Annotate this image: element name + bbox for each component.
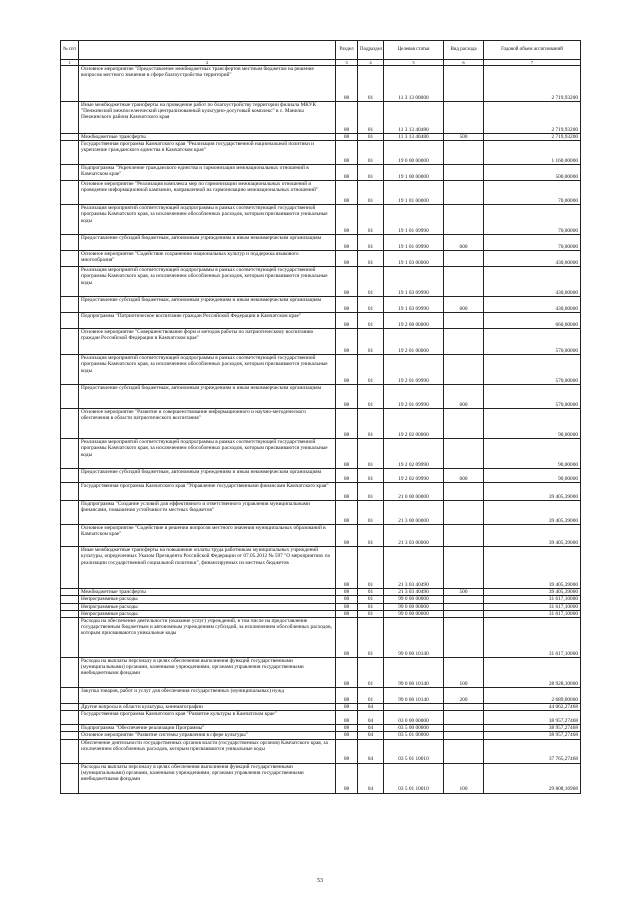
- row-amount: 37 765,27468: [484, 739, 581, 763]
- row-section: 08: [336, 313, 358, 329]
- table-header-row: [61, 41, 581, 60]
- row-target-article: 11 3 13 40480: [384, 134, 444, 141]
- row-expense-type: [444, 267, 484, 297]
- row-number: [61, 235, 79, 251]
- row-name: Подпрограмма "Патриотическое воспитание граждан Российской Федерации в Камчатском крае": [79, 313, 336, 329]
- column-number: 1: [61, 60, 79, 66]
- row-expense-type: [444, 439, 484, 469]
- row-expense-type: 600: [444, 297, 484, 313]
- table-row: [61, 235, 581, 251]
- row-number: [61, 134, 79, 141]
- row-section: 08: [336, 589, 358, 596]
- row-section: 08: [336, 763, 358, 793]
- row-amount: 31 617,10000: [484, 596, 581, 603]
- row-expense-type: 600: [444, 385, 484, 409]
- row-section: 08: [336, 739, 358, 763]
- row-name: Реализация мероприятий соответствующей подпрограммы в рамках соответствующей государственной программы Камчатского края, за исключением обособленных расходов, которым присваиваются уникальные коды: [79, 355, 336, 385]
- row-subsection: 01: [358, 658, 384, 688]
- row-expense-type: [444, 251, 484, 267]
- row-target-article: 03 0 00 00000: [384, 711, 444, 725]
- row-name: Реализация мероприятий соответствующей подпрограммы в рамках соответствующей государственной программы Камчатского края, за исключением обособленных расходов, которым присваиваются уникальные коды: [79, 439, 336, 469]
- row-expense-type: [444, 603, 484, 610]
- table-row: [61, 313, 581, 329]
- row-target-article: 19 2 01 09990: [384, 355, 444, 385]
- row-target-article: 11 3 13 00000: [384, 66, 444, 102]
- row-subsection: 01: [358, 603, 384, 610]
- row-expense-type: [444, 547, 484, 589]
- row-name: Основное мероприятие "Предоставление межбюджетных трансфертов местным бюджетам на решение вопросов местного значения в сфере благоустройства территорий": [79, 66, 336, 102]
- row-section: 08: [336, 251, 358, 267]
- row-number: [61, 483, 79, 501]
- row-amount: 430,00000: [484, 267, 581, 297]
- row-section: 08: [336, 102, 358, 134]
- row-number: [61, 603, 79, 610]
- row-expense-type: 200: [444, 688, 484, 704]
- document-page: [60, 40, 580, 794]
- page-number: 53: [317, 878, 323, 884]
- row-amount: 70,00000: [484, 181, 581, 205]
- row-number: [61, 688, 79, 704]
- row-number: [61, 732, 79, 739]
- row-number: [61, 610, 79, 617]
- row-expense-type: [444, 704, 484, 711]
- row-amount: 570,00000: [484, 385, 581, 409]
- row-number: [61, 297, 79, 313]
- row-subsection: 01: [358, 385, 384, 409]
- row-name: Иные межбюджетные трансферты на повышение оплаты труда работникам муниципальных учреждений культуры, определенных Указом Президента Российской Федерации от 07.05.2012 № 597 "О мероприятиях по реализации государственной социальной политики", финансируемых из местных бюджетов: [79, 547, 336, 589]
- table-row: [61, 329, 581, 355]
- row-amount: 44 062,27468: [484, 704, 581, 711]
- row-subsection: 04: [358, 704, 384, 711]
- row-subsection: 01: [358, 235, 384, 251]
- row-section: 08: [336, 267, 358, 297]
- row-number: [61, 329, 79, 355]
- row-number: [61, 251, 79, 267]
- row-subsection: 04: [358, 763, 384, 793]
- row-subsection: 01: [358, 610, 384, 617]
- row-section: 08: [336, 658, 358, 688]
- row-name: Расходы на обеспечение деятельности (оказание услуг) учреждений, в том числе на предоставление государственным бюджетным и автономным учреждениям субсидий, за исключением обособленных расходов, которым присваиваются уникальные коды: [79, 618, 336, 658]
- row-name: Непрограммные расходы: [79, 596, 336, 603]
- row-subsection: 01: [358, 205, 384, 235]
- row-expense-type: [444, 610, 484, 617]
- column-number: 7: [484, 60, 581, 66]
- row-target-article: 19 2 02 09990: [384, 469, 444, 483]
- row-section: 08: [336, 725, 358, 732]
- row-expense-type: [444, 725, 484, 732]
- row-section: 08: [336, 355, 358, 385]
- table-row: [61, 297, 581, 313]
- row-subsection: 01: [358, 501, 384, 525]
- row-expense-type: 500: [444, 134, 484, 141]
- row-number: [61, 725, 79, 732]
- row-name: Межбюджетные трансферты: [79, 134, 336, 141]
- row-target-article: 21 3 03 40490: [384, 547, 444, 589]
- row-number: [61, 165, 79, 181]
- row-number: [61, 547, 79, 589]
- row-number: [61, 439, 79, 469]
- row-expense-type: [444, 732, 484, 739]
- row-number: [61, 313, 79, 329]
- row-subsection: 01: [358, 102, 384, 134]
- row-amount: 39 405,39000: [484, 483, 581, 501]
- row-subsection: 04: [358, 739, 384, 763]
- row-number: [61, 501, 79, 525]
- row-name: Иные межбюджетные трансферты на проведение работ по благоустройству территории филиала МКУК "Пенжинский межпоселенческий централизованный культурно-досуговый комплекс" в с. Манилы Пенжинского района Камчатского края: [79, 102, 336, 134]
- row-name: Государственная программа Камчатского края "Управление государственными финансами Камчатского края": [79, 483, 336, 501]
- row-target-article: 19 1 03 09990: [384, 267, 444, 297]
- table-row: [61, 409, 581, 439]
- table-row: [61, 596, 581, 603]
- row-target-article: 21 0 00 00000: [384, 483, 444, 501]
- row-amount: 90,00000: [484, 409, 581, 439]
- row-subsection: 01: [358, 313, 384, 329]
- row-section: 08: [336, 603, 358, 610]
- row-number: [61, 267, 79, 297]
- row-number: [61, 469, 79, 483]
- table-row: [61, 589, 581, 596]
- table-body: [61, 66, 581, 794]
- header-expense-type: Вид расхода: [444, 41, 484, 60]
- table-row: [61, 501, 581, 525]
- row-expense-type: [444, 66, 484, 102]
- row-name: Основное мероприятие "Совершенствование форм и методов работы по патриотическому воспитанию граждан Российской Федерации в Камчатском крае": [79, 329, 336, 355]
- row-name: Обеспечение деятельности государственных органов власти (государственных органов) Камчатского края, за исключением обособленных расходов, которым присваиваются уникальные коды: [79, 739, 336, 763]
- row-expense-type: 100: [444, 763, 484, 793]
- row-number: [61, 596, 79, 603]
- table-row: [61, 688, 581, 704]
- row-amount: 2 719,93200: [484, 102, 581, 134]
- row-number: [61, 102, 79, 134]
- row-expense-type: [444, 409, 484, 439]
- row-section: 08: [336, 610, 358, 617]
- row-name: Предоставление субсидий бюджетным, автономным учреждениям и иным некоммерческим организациям: [79, 297, 336, 313]
- row-section: 08: [336, 525, 358, 547]
- row-name: Подпрограмма "Обеспечение реализации Программы": [79, 725, 336, 732]
- row-target-article: 19 2 00 00000: [384, 313, 444, 329]
- table-row: [61, 739, 581, 763]
- row-amount: 31 617,10000: [484, 610, 581, 617]
- row-expense-type: [444, 483, 484, 501]
- table-row: [61, 267, 581, 297]
- row-subsection: 01: [358, 525, 384, 547]
- table-row: [61, 763, 581, 793]
- row-target-article: 21 3 03 00000: [384, 525, 444, 547]
- row-amount: 39 405,39000: [484, 589, 581, 596]
- row-target-article: 19 2 01 00000: [384, 329, 444, 355]
- row-section: 08: [336, 141, 358, 165]
- row-subsection: 01: [358, 267, 384, 297]
- row-expense-type: [444, 141, 484, 165]
- row-name: Межбюджетные трансферты: [79, 589, 336, 596]
- row-target-article: 19 1 01 00000: [384, 181, 444, 205]
- row-subsection: 01: [358, 618, 384, 658]
- table-row: [61, 525, 581, 547]
- row-section: 08: [336, 732, 358, 739]
- row-target-article: 19 2 02 09990: [384, 439, 444, 469]
- row-amount: 39 405,39000: [484, 547, 581, 589]
- row-section: 08: [336, 688, 358, 704]
- row-number: [61, 181, 79, 205]
- row-target-article: [384, 704, 444, 711]
- row-number: [61, 66, 79, 102]
- row-amount: 39 405,39000: [484, 501, 581, 525]
- header-section: Раздел: [336, 41, 358, 60]
- row-expense-type: [444, 313, 484, 329]
- row-amount: 570,00000: [484, 329, 581, 355]
- table-row: [61, 618, 581, 658]
- row-subsection: 04: [358, 711, 384, 725]
- row-name: Реализация мероприятий соответствующей подпрограммы в рамках соответствующей государственной программы Камчатского края, за исключением обособленных расходов, которым присваиваются уникальные коды: [79, 267, 336, 297]
- row-target-article: 19 1 01 09990: [384, 235, 444, 251]
- row-section: 08: [336, 66, 358, 102]
- row-target-article: 99 0 00 00000: [384, 603, 444, 610]
- row-name: Расходы на выплаты персоналу в целях обеспечения выполнения функций государственными (муниципальными) органами, казенными учреждениями, органами управления государственными внебюджетными фондами: [79, 763, 336, 793]
- row-target-article: 21 3 00 00000: [384, 501, 444, 525]
- row-section: 08: [336, 165, 358, 181]
- row-expense-type: [444, 181, 484, 205]
- row-target-article: 03 5 01 00000: [384, 732, 444, 739]
- row-target-article: 99 0 00 00000: [384, 610, 444, 617]
- row-target-article: 19 1 03 09990: [384, 297, 444, 313]
- table-row: [61, 469, 581, 483]
- row-expense-type: [444, 102, 484, 134]
- row-amount: 500,00000: [484, 165, 581, 181]
- row-amount: 39 405,39000: [484, 525, 581, 547]
- row-expense-type: [444, 329, 484, 355]
- row-name: Основное мероприятие "Развитие системы управления в сфере культуры": [79, 732, 336, 739]
- row-subsection: 01: [358, 134, 384, 141]
- row-subsection: 01: [358, 469, 384, 483]
- table-row: [61, 251, 581, 267]
- row-number: [61, 711, 79, 725]
- row-target-article: 11 3 13 40480: [384, 102, 444, 134]
- row-section: 08: [336, 711, 358, 725]
- row-subsection: 01: [358, 547, 384, 589]
- table-row: [61, 610, 581, 617]
- table-row: [61, 725, 581, 732]
- row-name: Подпрограмма "Укрепление гражданского единства и гармонизация межнациональных отношений в Камчатском крае": [79, 165, 336, 181]
- row-amount: 38 957,27468: [484, 732, 581, 739]
- row-amount: 2 719,93200: [484, 134, 581, 141]
- row-name: Реализация мероприятий соответствующей подпрограммы в рамках соответствующей государственной программы Камчатского края, за исключением обособленных расходов, которым присваиваются уникальные коды: [79, 205, 336, 235]
- column-number: 5: [384, 60, 444, 66]
- budget-table: [60, 40, 581, 794]
- row-amount: 2 719,93200: [484, 66, 581, 102]
- row-expense-type: [444, 739, 484, 763]
- row-amount: 70,00000: [484, 235, 581, 251]
- row-amount: 430,00000: [484, 297, 581, 313]
- row-subsection: 01: [358, 141, 384, 165]
- row-subsection: 01: [358, 165, 384, 181]
- row-number: [61, 589, 79, 596]
- row-name: Подпрограмма "Создание условий для эффективного и ответственного управления муниципальными финансами, повышения устойчивости местных бюджетов": [79, 501, 336, 525]
- row-name: Другие вопросы в области культуры, кинематографии: [79, 704, 336, 711]
- row-target-article: 21 3 03 40490: [384, 589, 444, 596]
- row-subsection: 01: [358, 688, 384, 704]
- row-amount: 31 617,10000: [484, 618, 581, 658]
- header-number: № п/п: [61, 41, 79, 60]
- row-subsection: 01: [358, 439, 384, 469]
- row-amount: 430,00000: [484, 251, 581, 267]
- table-row: [61, 385, 581, 409]
- table-row: [61, 66, 581, 102]
- row-section: 08: [336, 469, 358, 483]
- row-subsection: 01: [358, 251, 384, 267]
- row-expense-type: 600: [444, 469, 484, 483]
- row-amount: 38 957,27468: [484, 711, 581, 725]
- row-name: Непрограммные расходы: [79, 610, 336, 617]
- row-section: 08: [336, 297, 358, 313]
- row-section: 08: [336, 181, 358, 205]
- row-section: 08: [336, 205, 358, 235]
- row-number: [61, 618, 79, 658]
- row-subsection: 01: [358, 589, 384, 596]
- row-amount: 2 689,00000: [484, 688, 581, 704]
- row-section: 08: [336, 483, 358, 501]
- row-target-article: 19 1 01 09990: [384, 205, 444, 235]
- row-section: 08: [336, 501, 358, 525]
- table-row: [61, 603, 581, 610]
- row-expense-type: 100: [444, 658, 484, 688]
- row-subsection: 04: [358, 725, 384, 732]
- row-expense-type: [444, 355, 484, 385]
- row-name: Закупка товаров, работ и услуг для обеспечения государственных (муниципальных) нужд: [79, 688, 336, 704]
- row-subsection: 01: [358, 181, 384, 205]
- header-name: [79, 41, 336, 60]
- row-target-article: 19 2 01 09990: [384, 385, 444, 409]
- table-row: [61, 704, 581, 711]
- row-target-article: 03 5 01 10010: [384, 763, 444, 793]
- row-section: 08: [336, 134, 358, 141]
- row-subsection: 01: [358, 596, 384, 603]
- row-target-article: 19 0 00 00000: [384, 141, 444, 165]
- row-expense-type: [444, 618, 484, 658]
- column-number: 6: [444, 60, 484, 66]
- table-row: [61, 102, 581, 134]
- row-amount: 1 160,00000: [484, 141, 581, 165]
- row-amount: 70,00000: [484, 205, 581, 235]
- row-number: [61, 385, 79, 409]
- row-expense-type: [444, 165, 484, 181]
- row-target-article: 99 0 00 00000: [384, 596, 444, 603]
- row-section: 08: [336, 385, 358, 409]
- column-number: 4: [358, 60, 384, 66]
- row-target-article: 03 5 01 10010: [384, 739, 444, 763]
- row-subsection: 01: [358, 329, 384, 355]
- row-name: Предоставление субсидий бюджетным, автономным учреждениям и иным некоммерческим организациям: [79, 469, 336, 483]
- row-subsection: 01: [358, 409, 384, 439]
- row-number: [61, 409, 79, 439]
- row-expense-type: [444, 501, 484, 525]
- row-amount: 90,00000: [484, 469, 581, 483]
- row-expense-type: [444, 711, 484, 725]
- row-name: Непрограммные расходы: [79, 603, 336, 610]
- row-amount: 28 928,10000: [484, 658, 581, 688]
- row-section: 08: [336, 618, 358, 658]
- row-name: Государственная программа Камчатского края "Развитие культуры в Камчатском крае": [79, 711, 336, 725]
- row-target-article: 03 5 00 00000: [384, 725, 444, 732]
- header-subsection: Подраздел: [358, 41, 384, 60]
- row-section: 08: [336, 439, 358, 469]
- row-number: [61, 205, 79, 235]
- row-expense-type: 500: [444, 589, 484, 596]
- table-row: [61, 181, 581, 205]
- row-number: [61, 141, 79, 165]
- row-name: Расходы на выплаты персоналу в целях обеспечения выполнения функций государственными (муниципальными) органами, казенными учреждениями, органами управления государственными внебюджетными фондами: [79, 658, 336, 688]
- row-expense-type: 600: [444, 235, 484, 251]
- column-number: 3: [336, 60, 358, 66]
- row-amount: 90,00000: [484, 439, 581, 469]
- row-number: [61, 525, 79, 547]
- row-name: Основное мероприятие "Развитие и совершенствование информационного и научно-методического обеспечения в области патриотического воспитания": [79, 409, 336, 439]
- column-number: 2: [79, 60, 336, 66]
- table-row: [61, 547, 581, 589]
- row-name: Основное мероприятие "Реализация комплекса мер по гармонизации межнациональных отношений и проведение информационной кампании, направленной на гармонизацию межнациональных отношений": [79, 181, 336, 205]
- row-target-article: 19 1 03 00000: [384, 251, 444, 267]
- row-section: 08: [336, 329, 358, 355]
- row-expense-type: [444, 205, 484, 235]
- table-row: [61, 355, 581, 385]
- row-amount: 29 808,16968: [484, 763, 581, 793]
- row-expense-type: [444, 596, 484, 603]
- row-subsection: 04: [358, 732, 384, 739]
- row-name: Основное мероприятие "Содействие сохранению национальных культур и поддержка языкового многообразия": [79, 251, 336, 267]
- row-section: 08: [336, 704, 358, 711]
- row-subsection: 01: [358, 483, 384, 501]
- table-row: [61, 711, 581, 725]
- row-subsection: 01: [358, 297, 384, 313]
- row-target-article: 99 0 00 10140: [384, 658, 444, 688]
- header-annual-amount: Годовой объем ассигнований: [484, 41, 581, 60]
- table-row: [61, 483, 581, 501]
- header-target-article: Целевая статья: [384, 41, 444, 60]
- table-row: [61, 165, 581, 181]
- row-number: [61, 739, 79, 763]
- row-name: Предоставление субсидий бюджетным, автономным учреждениям и иным некоммерческим организациям: [79, 235, 336, 251]
- row-amount: 660,00000: [484, 313, 581, 329]
- row-section: 08: [336, 547, 358, 589]
- row-number: [61, 658, 79, 688]
- row-name: Государственная программа Камчатского края "Реализация государственной национальной политики и укрепление гражданского единства в Камчатском крае": [79, 141, 336, 165]
- table-row: [61, 141, 581, 165]
- row-amount: 31 617,10000: [484, 603, 581, 610]
- row-section: 08: [336, 409, 358, 439]
- row-target-article: 99 0 00 10140: [384, 688, 444, 704]
- row-section: 08: [336, 596, 358, 603]
- row-subsection: 01: [358, 66, 384, 102]
- row-target-article: 19 1 00 00000: [384, 165, 444, 181]
- row-expense-type: [444, 525, 484, 547]
- row-target-article: 19 2 02 00000: [384, 409, 444, 439]
- row-name: Предоставление субсидий бюджетным, автономным учреждениям и иным некоммерческим организациям: [79, 385, 336, 409]
- table-row: [61, 658, 581, 688]
- row-section: 08: [336, 235, 358, 251]
- row-name: Основное мероприятие "Содействие в решении вопросов местного значения муниципальных образований в Камчатском крае": [79, 525, 336, 547]
- row-target-article: 99 0 00 10140: [384, 618, 444, 658]
- row-number: [61, 355, 79, 385]
- table-row: [61, 134, 581, 141]
- row-number: [61, 763, 79, 793]
- row-number: [61, 704, 79, 711]
- table-row: [61, 205, 581, 235]
- row-amount: 570,00000: [484, 355, 581, 385]
- table-row: [61, 439, 581, 469]
- row-subsection: 01: [358, 355, 384, 385]
- row-amount: 38 957,27468: [484, 725, 581, 732]
- table-row: [61, 732, 581, 739]
